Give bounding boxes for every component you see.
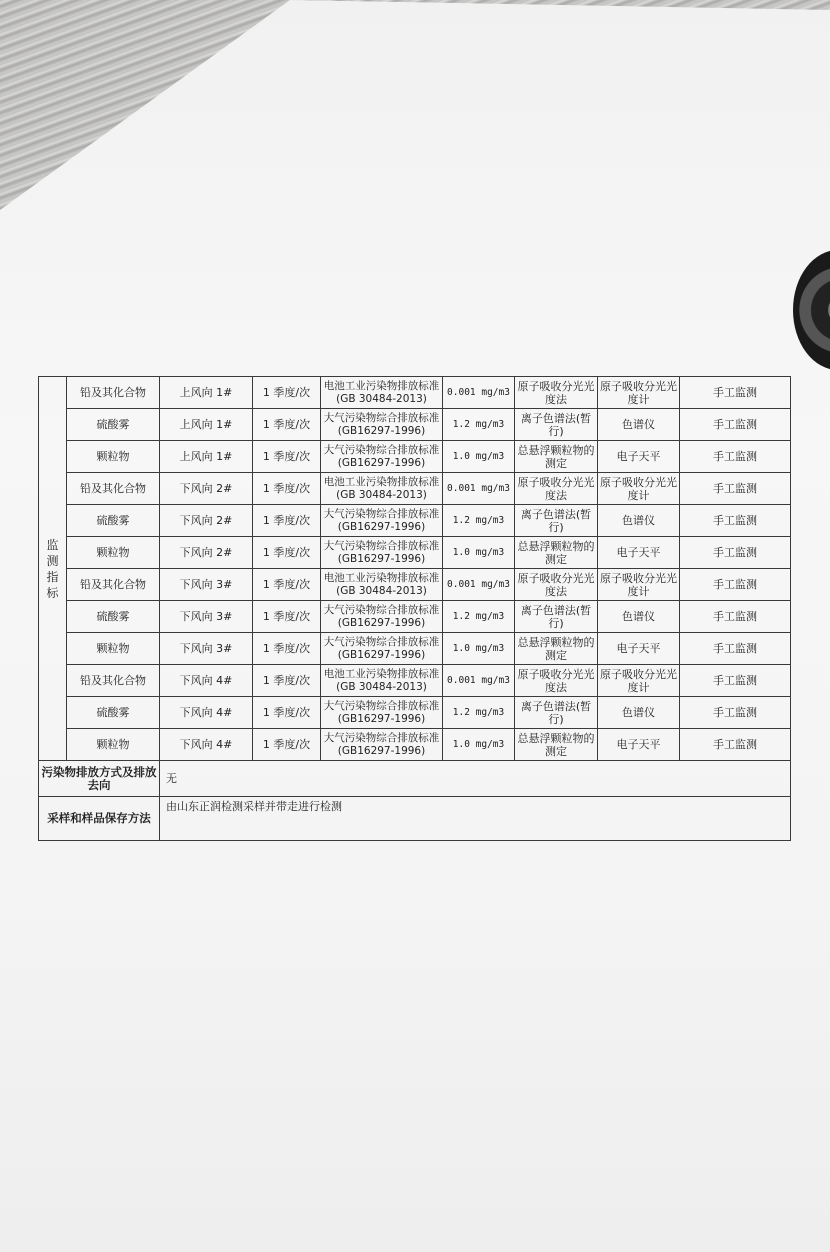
table-row [39,665,791,697]
table-row [39,569,791,601]
section-label-cell [39,377,67,761]
table-row [39,537,791,569]
cell-frequency: 1 季度/次 [253,633,321,665]
cell-mode: 手工监测 [680,537,791,569]
sampling-row [39,797,791,841]
cell-point: 下风向 4# [160,665,253,697]
discharge-row [39,761,791,797]
cell-standard: 大气污染物综合排放标准(GB16297-1996) [321,505,443,537]
cell-frequency: 1 季度/次 [253,569,321,601]
cell-point: 下风向 3# [160,569,253,601]
cell-point: 下风向 3# [160,601,253,633]
cell-limit: 1.2 mg/m3 [443,505,515,537]
cell-method: 总悬浮颗粒物的测定 [515,537,598,569]
cell-point: 上风向 1# [160,441,253,473]
discharge-value: 无 [160,761,791,797]
cell-mode: 手工监测 [680,505,791,537]
table-row [39,473,791,505]
cell-item: 铅及其化合物 [67,473,160,505]
cell-standard: 大气污染物综合排放标准(GB16297-1996) [321,729,443,761]
cell-instrument: 原子吸收分光光度计 [598,377,680,409]
cell-method: 离子色谱法(暂行) [515,505,598,537]
cell-frequency: 1 季度/次 [253,729,321,761]
cell-limit: 1.0 mg/m3 [443,633,515,665]
cell-mode: 手工监测 [680,377,791,409]
cell-item: 颗粒物 [67,441,160,473]
cell-item: 硫酸雾 [67,697,160,729]
cell-instrument: 色谱仪 [598,505,680,537]
cell-standard: 大气污染物综合排放标准(GB16297-1996) [321,601,443,633]
cell-standard: 电池工业污染物排放标准(GB 30484-2013) [321,473,443,505]
cell-point: 下风向 2# [160,473,253,505]
cell-item: 硫酸雾 [67,505,160,537]
cell-instrument: 原子吸收分光光度计 [598,665,680,697]
cell-instrument: 色谱仪 [598,601,680,633]
cell-item: 硫酸雾 [67,601,160,633]
table-row [39,441,791,473]
cell-method: 原子吸收分光光度法 [515,665,598,697]
cell-instrument: 原子吸收分光光度计 [598,569,680,601]
cell-point: 下风向 3# [160,633,253,665]
cell-method: 总悬浮颗粒物的测定 [515,633,598,665]
cell-limit: 0.001 mg/m3 [443,473,515,505]
cell-mode: 手工监测 [680,697,791,729]
cell-instrument: 电子天平 [598,537,680,569]
cell-frequency: 1 季度/次 [253,505,321,537]
cell-standard: 电池工业污染物排放标准(GB 30484-2013) [321,665,443,697]
cell-method: 总悬浮颗粒物的测定 [515,441,598,473]
cell-method: 原子吸收分光光度法 [515,569,598,601]
cell-mode: 手工监测 [680,729,791,761]
cell-item: 铅及其化合物 [67,665,160,697]
cell-standard: 电池工业污染物排放标准(GB 30484-2013) [321,569,443,601]
table-row [39,409,791,441]
sampling-value: 由山东正润检测采样并带走进行检测 [160,797,791,841]
table-row [39,697,791,729]
cell-mode: 手工监测 [680,633,791,665]
cell-method: 离子色谱法(暂行) [515,409,598,441]
cell-method: 原子吸收分光光度法 [515,473,598,505]
cell-mode: 手工监测 [680,601,791,633]
cell-item: 铅及其化合物 [67,377,160,409]
cell-limit: 1.2 mg/m3 [443,601,515,633]
cell-frequency: 1 季度/次 [253,601,321,633]
cell-frequency: 1 季度/次 [253,441,321,473]
cell-mode: 手工监测 [680,441,791,473]
cell-frequency: 1 季度/次 [253,665,321,697]
cell-limit: 0.001 mg/m3 [443,569,515,601]
cell-mode: 手工监测 [680,569,791,601]
section-label-char: 标 [46,585,59,600]
cell-standard: 大气污染物综合排放标准(GB16297-1996) [321,633,443,665]
sampling-label: 采样和样品保存方法 [39,797,160,841]
table-row [39,601,791,633]
section-label-char: 测 [46,553,59,568]
table-row [39,633,791,665]
cell-limit: 1.0 mg/m3 [443,537,515,569]
cell-method: 原子吸收分光光度法 [515,377,598,409]
cell-limit: 1.2 mg/m3 [443,409,515,441]
cell-item: 铅及其化合物 [67,569,160,601]
cell-method: 总悬浮颗粒物的测定 [515,729,598,761]
cell-limit: 0.001 mg/m3 [443,665,515,697]
cell-limit: 1.0 mg/m3 [443,729,515,761]
cell-point: 下风向 2# [160,537,253,569]
table-row [39,729,791,761]
cell-point: 上风向 1# [160,409,253,441]
cell-standard: 大气污染物综合排放标准(GB16297-1996) [321,697,443,729]
cell-standard: 大气污染物综合排放标准(GB16297-1996) [321,441,443,473]
cell-instrument: 电子天平 [598,441,680,473]
monitoring-table [38,376,791,841]
cell-item: 颗粒物 [67,633,160,665]
table-row [39,377,791,409]
cell-instrument: 色谱仪 [598,409,680,441]
section-label-char: 指 [46,569,59,584]
cell-instrument: 电子天平 [598,633,680,665]
cell-standard: 电池工业污染物排放标准(GB 30484-2013) [321,377,443,409]
cell-frequency: 1 季度/次 [253,473,321,505]
cell-item: 颗粒物 [67,729,160,761]
cell-instrument: 电子天平 [598,729,680,761]
cell-point: 下风向 4# [160,697,253,729]
cell-frequency: 1 季度/次 [253,409,321,441]
cell-mode: 手工监测 [680,409,791,441]
cell-standard: 大气污染物综合排放标准(GB16297-1996) [321,537,443,569]
cell-point: 下风向 4# [160,729,253,761]
cell-frequency: 1 季度/次 [253,377,321,409]
cell-limit: 1.2 mg/m3 [443,697,515,729]
cell-instrument: 色谱仪 [598,697,680,729]
cell-limit: 0.001 mg/m3 [443,377,515,409]
cell-point: 下风向 2# [160,505,253,537]
section-label-char: 监 [46,537,59,552]
cell-standard: 大气污染物综合排放标准(GB16297-1996) [321,409,443,441]
cell-instrument: 原子吸收分光光度计 [598,473,680,505]
table-row [39,505,791,537]
cell-mode: 手工监测 [680,665,791,697]
cell-frequency: 1 季度/次 [253,697,321,729]
cell-point: 上风向 1# [160,377,253,409]
discharge-label: 污染物排放方式及排放去向 [39,761,160,797]
cell-item: 硫酸雾 [67,409,160,441]
cell-method: 离子色谱法(暂行) [515,697,598,729]
cell-item: 颗粒物 [67,537,160,569]
cell-method: 离子色谱法(暂行) [515,601,598,633]
cell-limit: 1.0 mg/m3 [443,441,515,473]
cell-frequency: 1 季度/次 [253,537,321,569]
cell-mode: 手工监测 [680,473,791,505]
